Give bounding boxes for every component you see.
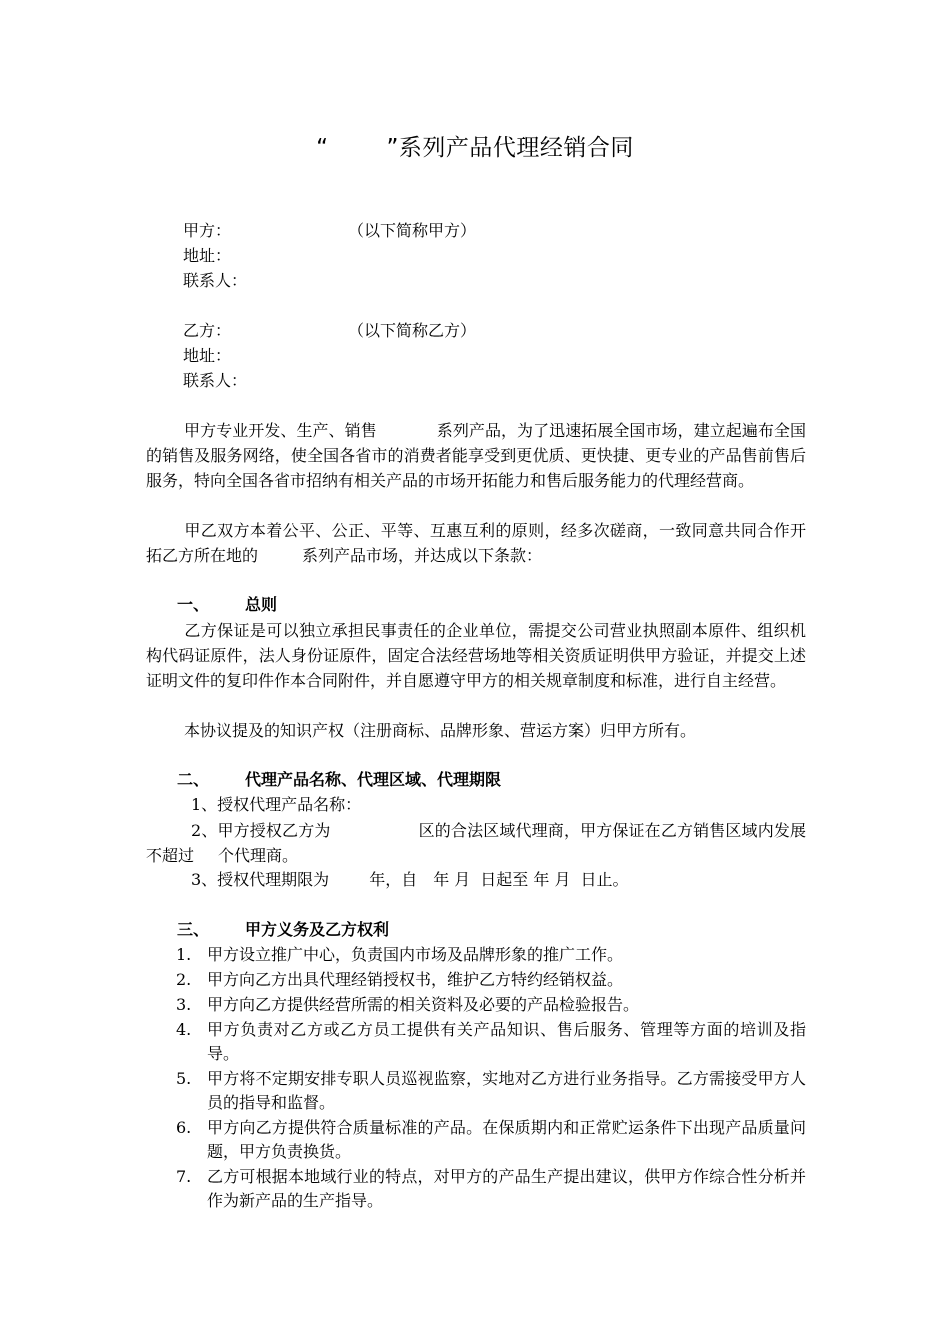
section-3-title: 甲方义务及乙方权利 — [245, 920, 390, 939]
list-item-text: 甲方设立推广中心，负责国内市场及品牌形象的推广工作。 — [207, 945, 624, 964]
list-item-text: 甲方向乙方出具代理经销授权书，维护乙方特约经销权益。 — [207, 970, 624, 989]
list-item-number: 6. — [176, 1118, 192, 1137]
section-1-p1-text: 乙方保证是可以独立承担民事责任的企业单位，需提交公司营业执照副本原件、组织机构代码证原件，法人身份证原件，固定合法经营场地等相关资质证明供甲方验证，并提交上述证明文件的复印件作本合同附件，并自愿遵守甲方的相关规章制度和标准，进行自主经营。 — [146, 621, 806, 690]
party-b-note: （以下简称乙方） — [348, 321, 477, 340]
section-1-paragraph-2 — [146, 718, 806, 743]
title-text: ”系列产品代理经销合同 — [386, 135, 634, 161]
list-item — [176, 1018, 806, 1066]
list-item — [176, 943, 806, 967]
party-b-address: 地址： — [183, 346, 232, 365]
section-2-item-2-b: 区的合法区域代理商，甲方保证在乙方销售区域内发展不超过 — [146, 821, 806, 865]
title-open-quote: “ — [316, 135, 329, 161]
section-2-title: 代理产品名称、代理区域、代理期限 — [245, 770, 502, 789]
list-item — [176, 968, 806, 992]
party-a-line — [183, 219, 476, 243]
section-2-number: 二、 — [177, 770, 210, 789]
intro-p1-part1: 甲方专业开发、生产、销售 — [184, 421, 377, 440]
section-2-item-3-c: 年 月 — [433, 870, 471, 889]
list-item — [176, 1165, 806, 1213]
list-item-number: 4. — [176, 1020, 192, 1039]
section-2-item-3-d: 日起至 年 月 — [480, 870, 571, 889]
intro-paragraph-1 — [146, 418, 806, 493]
party-a-address: 地址： — [183, 246, 232, 265]
intro-p1-part2: 系列产品，为了迅速拓展全国市场，建立起遍布全国的销售及服务网络，使全国各省市的消费者能享受到更优质、更快捷、更专业的产品售前售后服务，特向全国各省市招纳有相关产品的市场开拓能力和售后服务能力的代理经营商。 — [146, 421, 806, 490]
section-2-item-3 — [191, 868, 629, 892]
section-2-item-2 — [146, 818, 806, 868]
intro-p2-part2: 系列产品市场，并达成以下条款： — [302, 546, 543, 565]
section-1-title: 总则 — [245, 595, 278, 614]
list-item — [176, 1067, 806, 1115]
section-2-item-1: 1、授权代理产品名称： — [191, 795, 362, 814]
section-2-item-2-a: 2、甲方授权乙方为 — [191, 821, 331, 840]
list-item-number: 5. — [176, 1069, 192, 1088]
section-2-item-3-b: 年，自 — [369, 870, 418, 889]
section-3-heading — [177, 918, 389, 942]
section-1-number: 一、 — [177, 595, 210, 614]
section-1-p2-text: 本协议提及的知识产权（注册商标、品牌形象、营运方案）归甲方所有。 — [184, 721, 697, 740]
section-1-paragraph-1 — [146, 618, 806, 693]
party-b-line — [183, 319, 476, 343]
party-a-note: （以下简称甲方） — [348, 221, 477, 240]
list-item-text: 乙方可根据本地域行业的特点，对甲方的产品生产提出建议，供甲方作综合性分析并作为新产品的生产指导。 — [207, 1167, 806, 1210]
intro-paragraph-2 — [146, 518, 806, 568]
party-a-contact: 联系人： — [183, 271, 248, 290]
list-item-number: 3. — [176, 995, 192, 1014]
list-item-number: 2. — [176, 970, 192, 989]
party-b-contact: 联系人： — [183, 371, 248, 390]
party-b-label: 乙方： — [183, 321, 232, 340]
list-item-text: 甲方向乙方提供经营所需的相关资料及必要的产品检验报告。 — [207, 995, 640, 1014]
list-item — [176, 993, 806, 1017]
list-item-text: 甲方将不定期安排专职人员巡视监察，实地对乙方进行业务指导。乙方需接受甲方人员的指导和监督。 — [207, 1069, 806, 1112]
list-item — [176, 1116, 806, 1164]
list-item-number: 1. — [176, 945, 192, 964]
section-2-item-3-e: 日止。 — [580, 870, 629, 889]
section-3-number: 三、 — [177, 920, 210, 939]
section-2-item-2-c: 个代理商。 — [218, 846, 299, 865]
section-3-list — [176, 943, 806, 1214]
intro-p2-part1: 甲乙双方本着公平、公正、平等、互惠互利的原则，经多次磋商，一致同意共同合作开拓乙方所在地的 — [146, 521, 806, 565]
list-item-text: 甲方向乙方提供符合质量标准的产品。在保质期内和正常贮运条件下出现产品质量问题，甲方负责换货。 — [207, 1118, 806, 1161]
list-item-number: 7. — [176, 1167, 192, 1186]
document-title — [0, 129, 950, 162]
party-a-label: 甲方： — [183, 221, 232, 240]
section-2-heading — [177, 768, 501, 792]
list-item-text: 甲方负责对乙方或乙方员工提供有关产品知识、售后服务、管理等方面的培训及指导。 — [207, 1020, 806, 1063]
section-1-heading — [177, 593, 277, 617]
section-2-item-3-a: 3、授权代理期限为 — [191, 870, 330, 889]
